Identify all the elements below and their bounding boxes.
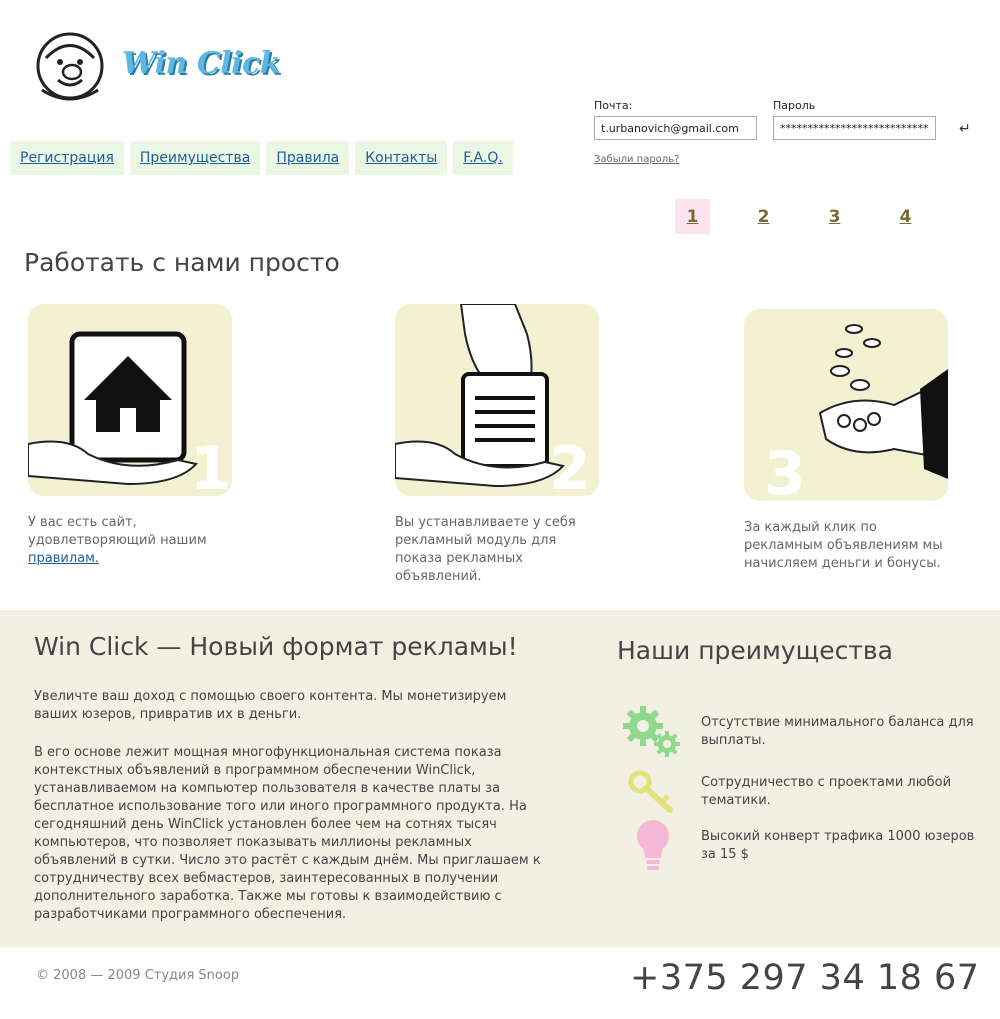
step-1-card — [28, 304, 232, 496]
forgot-password-link[interactable]: Забыли пароль? — [594, 154, 680, 165]
step-3-card — [744, 309, 948, 501]
login-form — [594, 99, 984, 169]
advantage-text-1: Отсутствие минимального баланса для выплаты. — [701, 715, 974, 748]
pager-item-1[interactable]: 1 — [675, 199, 710, 234]
about-section — [0, 610, 1000, 947]
nav-advantages[interactable]: Преимущества — [130, 141, 260, 175]
pager-item-4[interactable]: 4 — [899, 206, 912, 227]
advantage-item-2 — [618, 762, 981, 822]
rules-link[interactable]: правилам. — [28, 551, 100, 566]
email-label: Почта: — [594, 99, 633, 112]
nav-faq[interactable]: F.A.Q. — [453, 141, 513, 175]
how-it-works-title: Работать с нами просто — [24, 248, 340, 277]
advantage-text-2: Сотрудничество с проектами любой тематики. — [701, 775, 952, 808]
pointing-man-icon — [32, 28, 122, 108]
advantages-title: Наши преимущества — [617, 636, 893, 665]
nav-registration[interactable]: Регистрация — [10, 141, 124, 175]
key-icon — [618, 762, 688, 822]
about-paragraph-1: Увеличте ваш доход с помощью своего контента. Мы монетизируем ваших юзеров, привратив их в деньги. — [34, 689, 507, 722]
step-1-text: У вас есть сайт, удовлетворяющий нашим правилам. — [28, 515, 207, 566]
nav-contacts[interactable]: Контакты — [355, 141, 447, 175]
password-label: Пароль — [773, 99, 816, 112]
about-paragraph-2: В его основе лежит мощная многофункциональная система показа контекстных объявлений в программном обеспечении WinClick, устанавливаемом на компьютер пользователя в качестве платы за бесплатное использование того или иного программного продукта. На сегодняшний день WinClick установлен более чем на сотнях тысяч компьютеров, что позволяет показывать миллионы рекламных объявлений в сутки. Число это растёт с каждым днём. Мы приглашаем к сотрудничеству всех вебмастеров, заинтересованных в получении дополнительного заработка. Также мы готовы к взаимодействию с разработчиками программного обеспечения. — [34, 745, 541, 922]
advantage-text-3: Высокий конверт трафика 1000 юзеров за 15 $ — [701, 829, 975, 862]
login-submit-icon[interactable]: ↵ — [959, 121, 971, 137]
password-field[interactable] — [773, 116, 936, 140]
step-2-text: Вы устанавливаете у себя рекламный модуль для показа рекламных объявлений. — [395, 515, 576, 584]
about-title: Win Click — Новый формат рекламы! — [34, 632, 518, 661]
step-2-number: 2 — [549, 434, 591, 496]
step-3-text: За каждый клик по рекламным объявлениям мы начисляем деньги и бонусы. — [744, 520, 943, 571]
brand-name[interactable]: Win Click — [122, 46, 281, 81]
step-3 — [744, 309, 948, 573]
pager-item-3[interactable]: 3 — [828, 206, 841, 227]
nav-rules[interactable]: Правила — [266, 141, 349, 175]
copyright: © 2008 — 2009 Студия Snoop — [36, 968, 240, 983]
email-field[interactable] — [594, 116, 757, 140]
gears-icon — [618, 702, 688, 762]
phone-number: +375 297 34 18 67 — [630, 958, 980, 998]
slide-pager — [675, 199, 959, 234]
lightbulb-icon — [618, 816, 688, 876]
pager-item-2[interactable]: 2 — [757, 206, 770, 227]
advantage-item-3 — [618, 816, 981, 876]
step-2 — [395, 304, 599, 586]
step-2-card — [395, 304, 599, 496]
main-nav — [10, 141, 513, 175]
step-1 — [28, 304, 232, 568]
step-3-number: 3 — [764, 439, 806, 501]
advantage-item-1 — [618, 702, 981, 762]
step-1-number: 1 — [190, 434, 232, 496]
